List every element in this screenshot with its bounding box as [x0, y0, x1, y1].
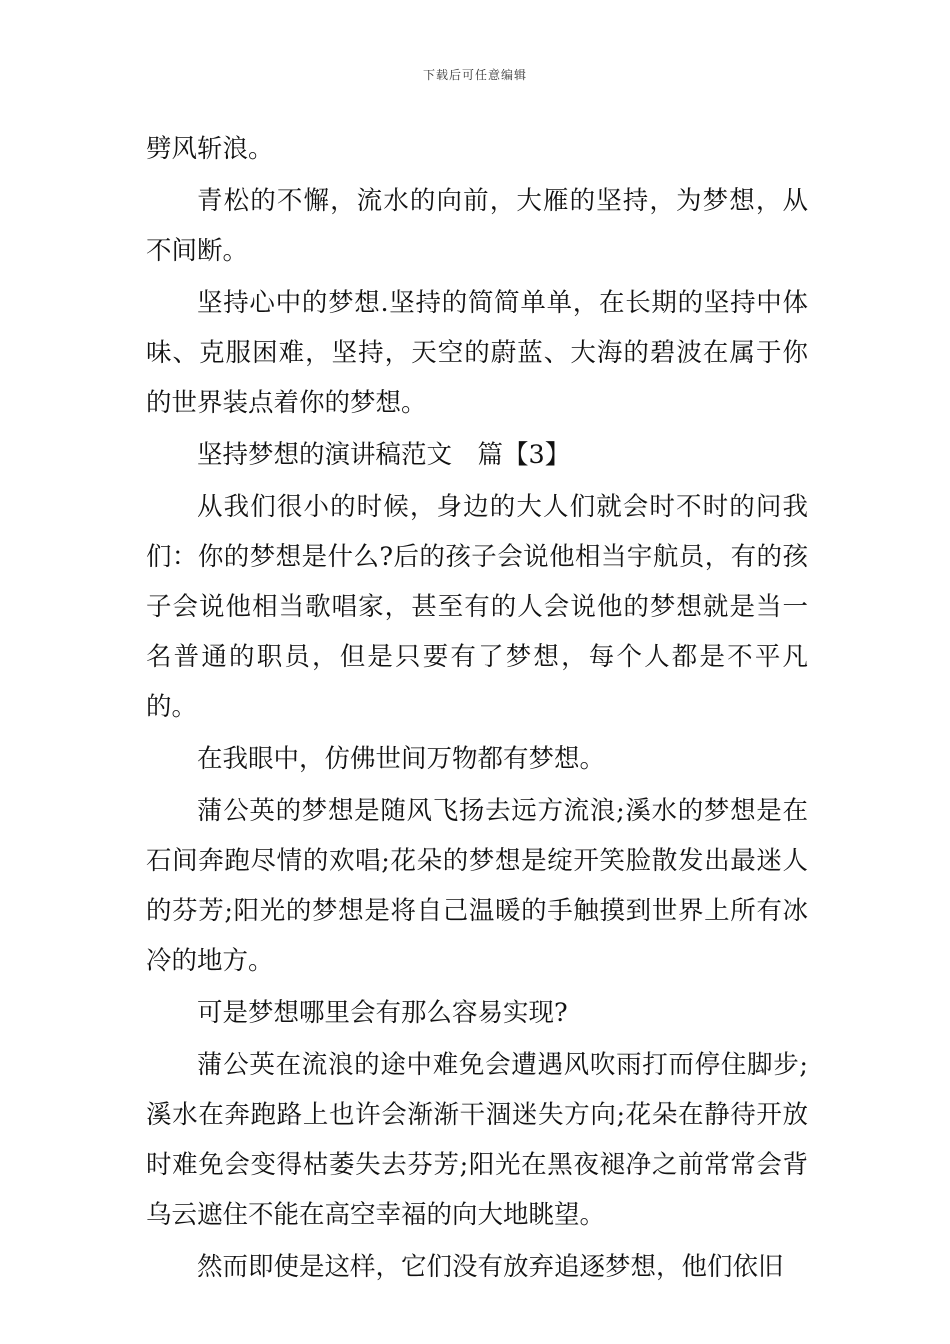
paragraph-10: 然而即使是这样，它们没有放弃追逐梦想，他们依旧 [197, 1252, 784, 1282]
paragraph-6: 在我眼中，仿佛世间万物都有梦想。 [197, 744, 606, 774]
paragraph-1: 劈风斩浪。 [146, 134, 274, 164]
paragraph-3: 坚持心中的梦想.坚持的简简单单，在长期的坚持中体味、克服困难，坚持，天空的蔚蓝、大海的碧波在属于你的世界装点着你的梦想。 [146, 288, 808, 418]
paragraph-8: 可是梦想哪里会有那么容易实现? [197, 998, 568, 1028]
paragraph-7: 蒲公英的梦想是随风飞扬去远方流浪;溪水的梦想是在石间奔跑尽情的欢唱;花朵的梦想是绽开笑脸散发出最迷人的芬芳;阳光的梦想是将自己温暖的手触摸到世界上所有冰冷的地方。 [146, 796, 808, 976]
header-note: 下载后可任意编辑 [422, 68, 527, 82]
document-body [146, 124, 808, 1294]
paragraph-9: 蒲公英在流浪的途中难免会遭遇风吹雨打而停住脚步;溪水在奔跑路上也许会渐渐干涸迷失方向;花朵在静待开放时难免会变得枯萎失去芬芳;阳光在黑夜褪净之前常常会背乌云遮住不能在高空幸福的向大地眺望。 [146, 1050, 808, 1230]
paragraph-2: 青松的不懈，流水的向前，大雁的坚持，为梦想，从不间断。 [146, 186, 808, 266]
section-heading: 坚持梦想的演讲稿范文 篇【3】 [197, 440, 571, 470]
paragraph-5: 从我们很小的时候，身边的大人们就会时不时的问我们：你的梦想是什么?后的孩子会说他相当宇航员，有的孩子会说他相当歌唱家，甚至有的人会说他的梦想就是当一名普通的职员，但是只要有了梦想，每个人都是不平凡的。 [146, 492, 808, 722]
